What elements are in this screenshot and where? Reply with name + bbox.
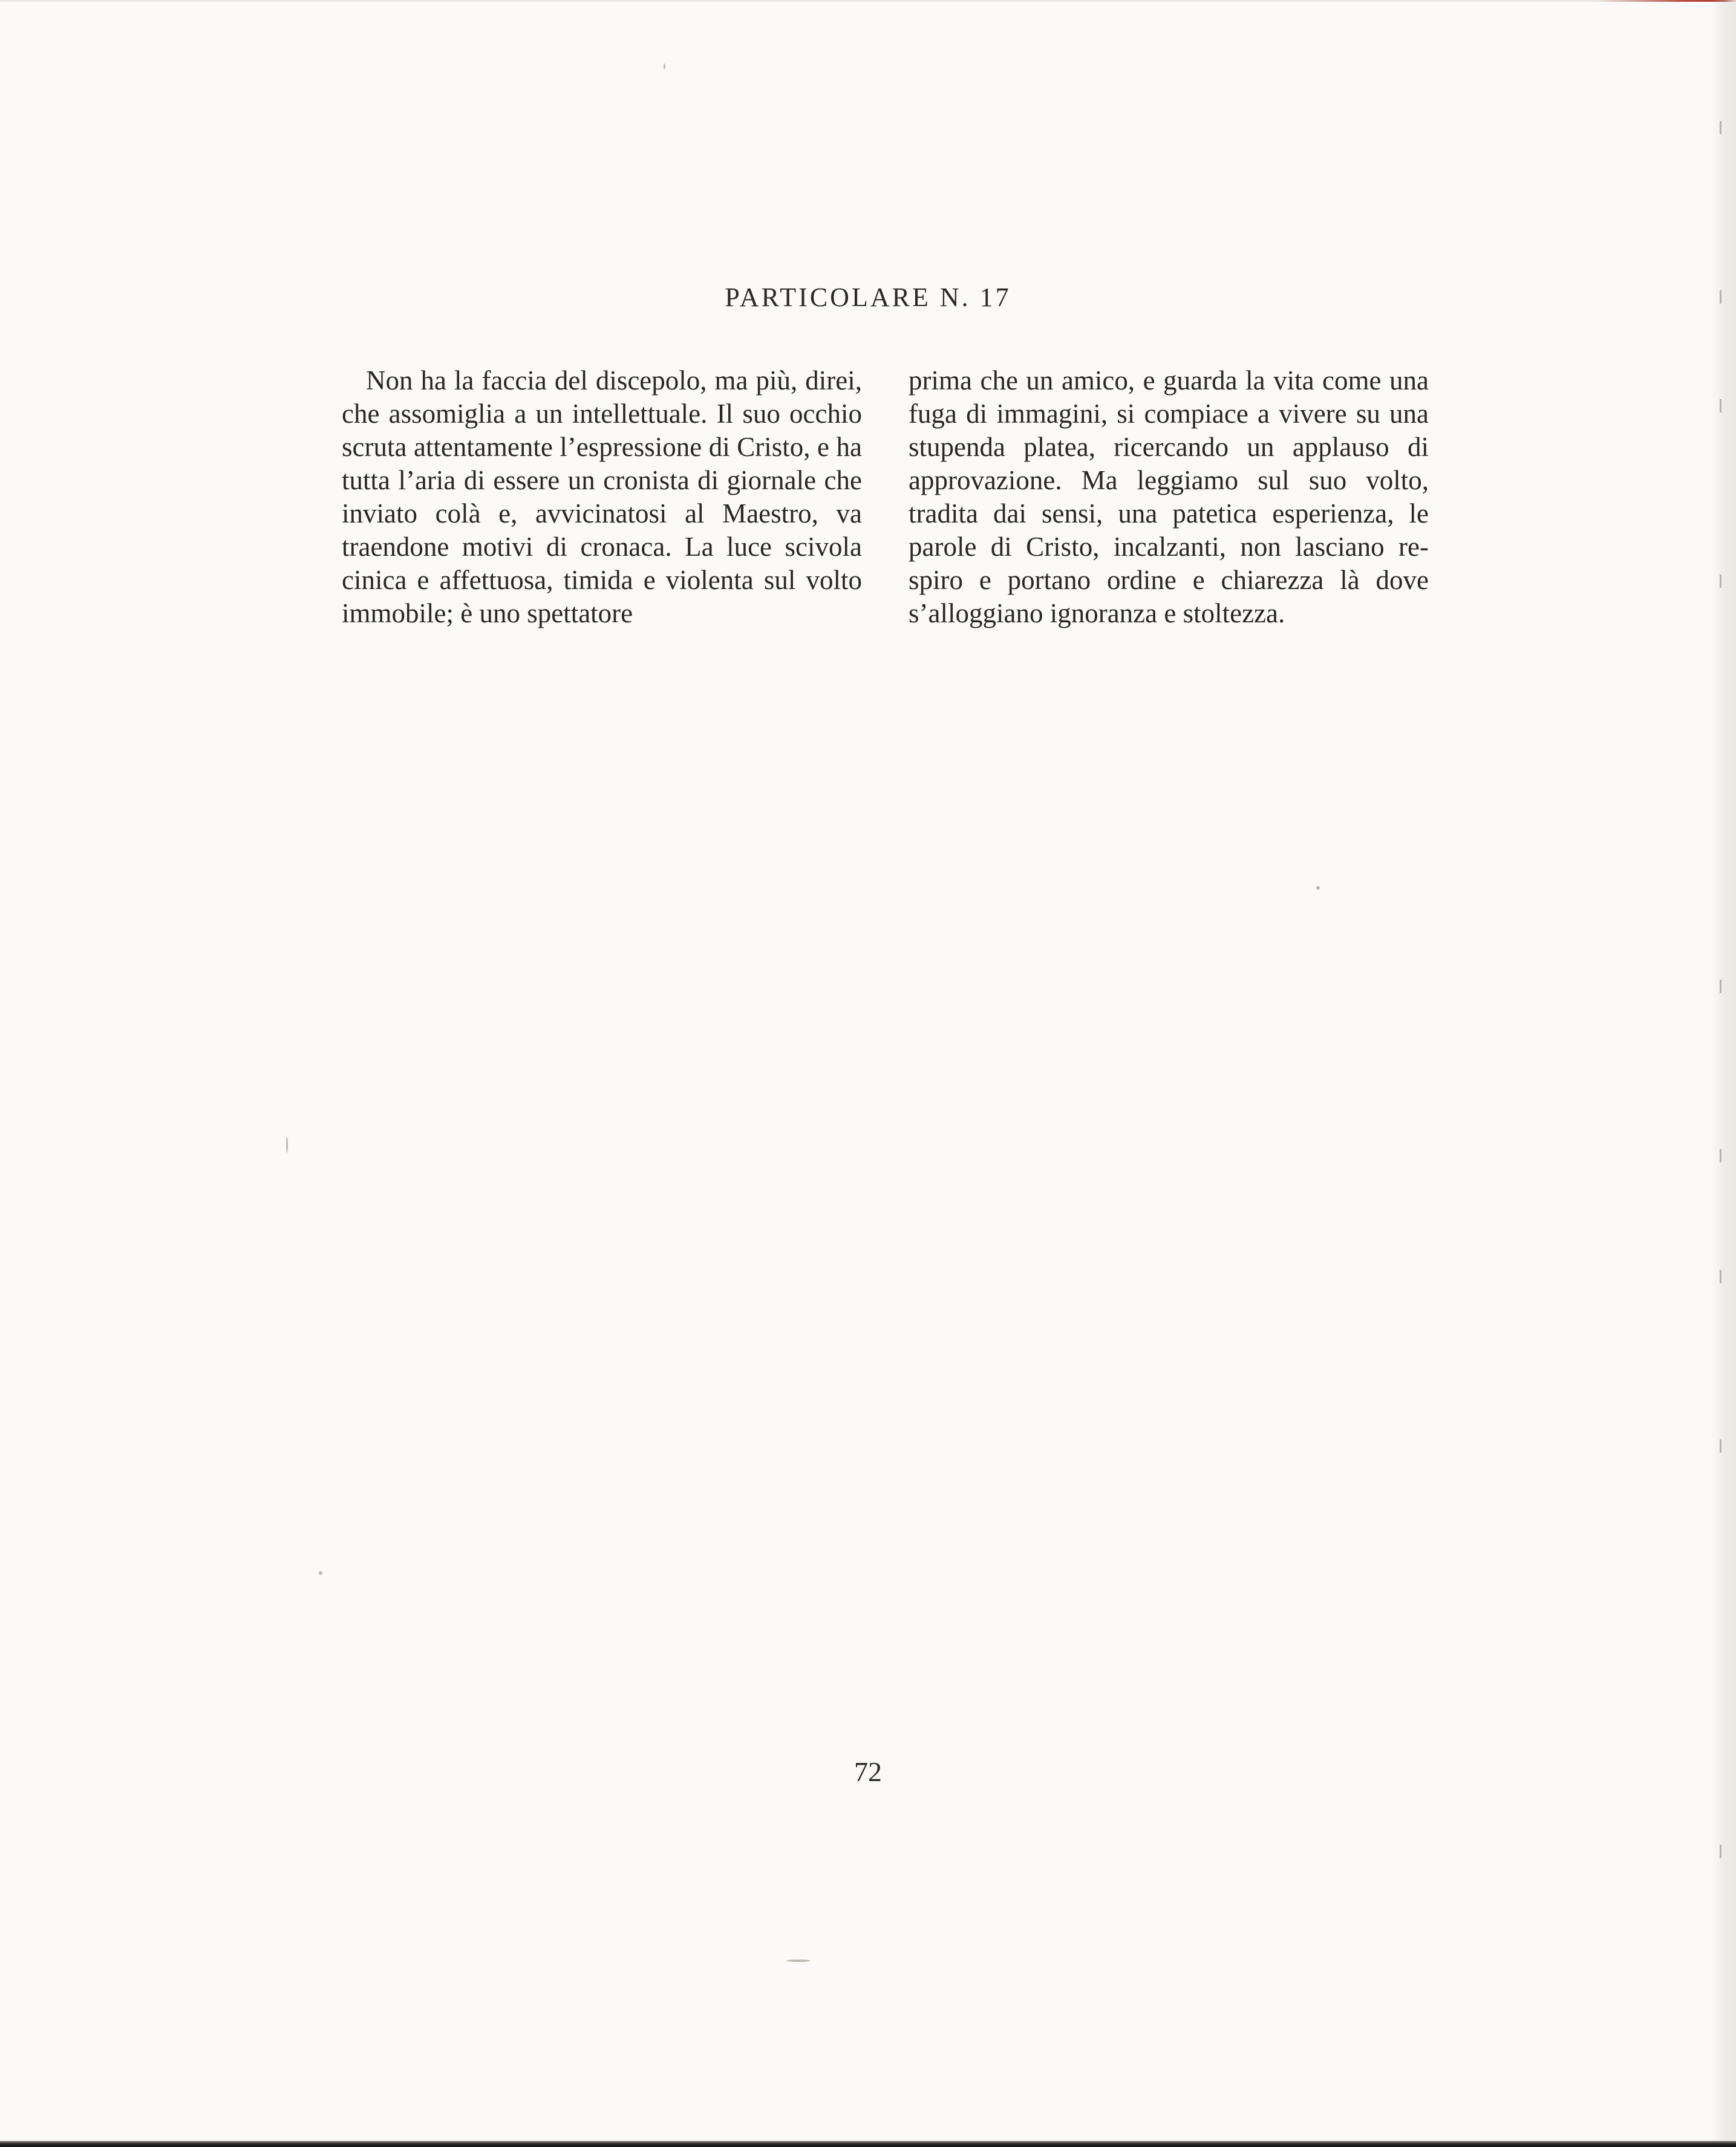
binding-mark: [1720, 1439, 1721, 1453]
paper-speck: [786, 1960, 811, 1962]
binding-mark: [1720, 575, 1721, 588]
text-column-left: [342, 364, 862, 630]
paper-speck: [1316, 886, 1320, 890]
page-number: 72: [854, 1756, 882, 1787]
page-top-edge: [0, 0, 1736, 2]
binding-mark: [1720, 399, 1721, 412]
binding-mark: [1720, 1270, 1721, 1283]
paragraph-left: Non ha la faccia del discepolo, ma più, direi, che assomiglia a un intellettuale. Il suo occhio scruta attentamente l’espressione di Cristo, e ha tutta l’aria di essere un cronista di giornale che inviato colà e, avvicinatosi al Maestro, va traendone motivi di cronaca. La luce scivola cinica e affettuosa, timida e violenta sul volto immobile; è uno spettatore: [342, 365, 862, 628]
binding-mark: [1720, 1149, 1721, 1162]
paper-speck: [664, 64, 665, 70]
text-column-right: [909, 364, 1429, 630]
paper-speck: [286, 1137, 288, 1153]
binding-mark: [1720, 1845, 1721, 1858]
paper-speck: [319, 1571, 322, 1575]
page-bottom-edge: [0, 2141, 1736, 2147]
binding-mark: [1720, 980, 1721, 993]
paragraph-right: prima che un amico, e guarda la vita come una fuga di immagini, si compiace a vivere su una stupenda platea, ricercando un applauso di approvazione. Ma leggiamo sul suo volto, tradita dai sensi, una patetica esperienza, le parole di Cristo, incalzanti, non lasciano respiro e portano ordine e chiarezza là dove s’alloggiano ignoranza e stoltezza.: [909, 365, 1429, 628]
page-binding-edge: [1712, 0, 1736, 2147]
binding-mark: [1720, 121, 1721, 134]
page-title: PARTICOLARE N. 17: [725, 282, 1011, 313]
